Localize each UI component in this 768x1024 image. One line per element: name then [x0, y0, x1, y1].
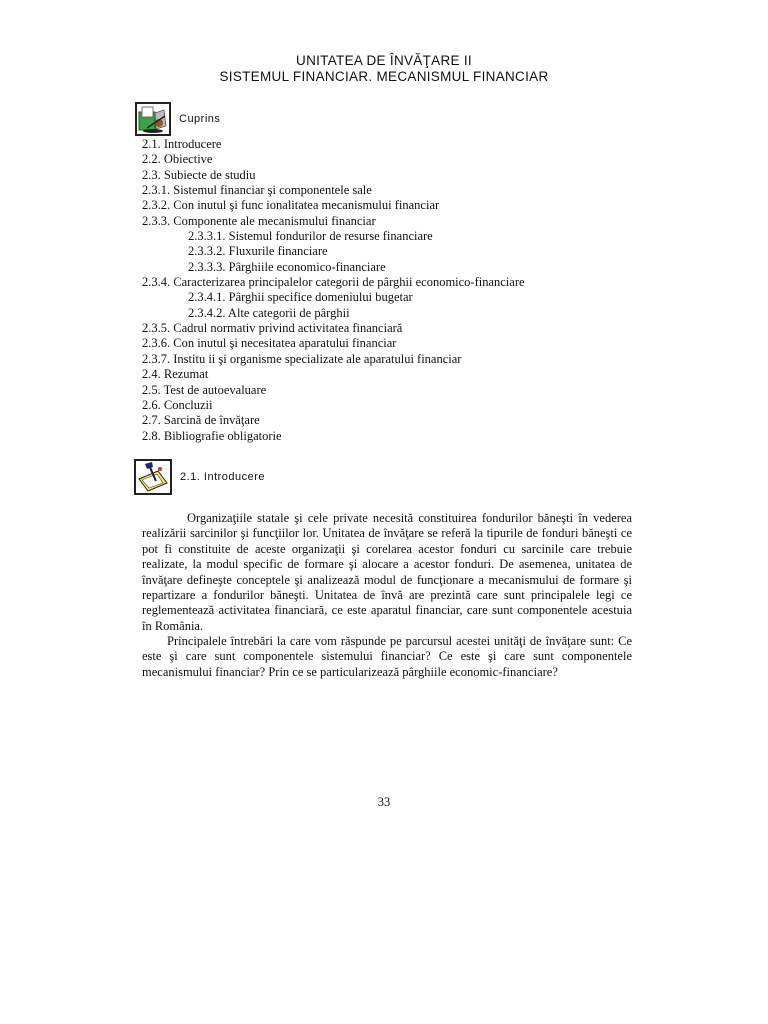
intro-paragraph-1: Organizaţiile statale şi cele private necesită constituirea fondurilor băneşti în vederea realizării sarcinilor şi funcţiilor lor. Unitatea de învăţare se referă la tipurile de fonduri băneşti ce pot fi constituite de aceste organizaţii şi corelarea acestor fonduri cu sarcinile care trebuie realizate, la modul specific de formare şi alocare a acestor fonduri. De asemenea, unitatea de învăţare defineşte conceptele şi analizează modul de funcţionare a mecanismului de formare şi repartizare a fondurilor băneşti. Unitatea de învă are prezintă care sunt principalele legi ce reglementează activitatea financiară, ce este aparatul financiar, care sunt componentele acestuia în România. [142, 511, 632, 633]
toc-item: 2.3.5. Cadrul normativ privind activitatea financiară [142, 321, 403, 336]
toc-item: 2.7. Sarcină de învăţare [142, 413, 260, 428]
toc-item: 2.5. Test de autoevaluare [142, 382, 267, 397]
unit-subtitle: SISTEMUL FINANCIAR. MECANISMUL FINANCIAR [219, 69, 549, 84]
toc-item: 2.3.6. Con inutul şi necesitatea aparatului financiar [142, 336, 397, 351]
clipboard-pen-icon [134, 459, 172, 495]
cuprins-label: Cuprins [179, 113, 221, 125]
toc-subitem: 2.3.4.2. Alte categorii de pârghii [188, 305, 350, 320]
toc-subitem: 2.3.3.3. Pârghiile economico-financiare [188, 259, 386, 274]
toc-item: 2.3.1. Sistemul financiar şi componentele sale [142, 183, 372, 198]
toc-item: 2.3.2. Con inutul şi func ionalitatea mecanismului financiar [142, 198, 440, 213]
intro-paragraph-2: Principalele întrebări la care vom răspunde pe parcursul acestei unităţi de învăţare sunt: Ce este şi care sunt componentele sistemului financiar? Ce este şi care sunt componentele mecanismului financiar? Prin ce se particularizează pârghiile economic-financiare? [142, 634, 632, 679]
toc-item: 2.3.7. Institu ii şi organisme specializate ale aparatului financiar [142, 351, 462, 366]
toc-subitem: 2.3.3.1. Sistemul fondurilor de resurse financiare [188, 229, 433, 244]
introducere-label: 2.1. Introducere [180, 471, 266, 483]
toc-item: 2.4. Rezumat [142, 367, 209, 382]
table-of-contents [142, 137, 525, 444]
toc-item: 2.3.3. Componente ale mecanismului financiar [142, 213, 376, 228]
toc-item: 2.3.4. Caracterizarea principalelor categorii de pârghii economico-financiare [142, 275, 525, 290]
toc-item: 2.8. Bibliografie obligatorie [142, 428, 282, 443]
toc-item: 2.6. Concluzii [142, 397, 213, 412]
toc-item: 2.2. Obiective [142, 152, 213, 167]
toc-item: 2.1. Introducere [142, 137, 222, 151]
toc-item: 2.3. Subiecte de studiu [142, 167, 256, 182]
unit-title: UNITATEA DE ÎNVĂŢARE II [296, 53, 472, 68]
book-pen-icon [135, 102, 171, 136]
toc-subitem: 2.3.3.2. Fluxurile financiare [188, 244, 328, 259]
toc-subitem: 2.3.4.1. Pârghii specifice domeniului bugetar [188, 290, 413, 305]
page-number: 33 [377, 795, 391, 809]
